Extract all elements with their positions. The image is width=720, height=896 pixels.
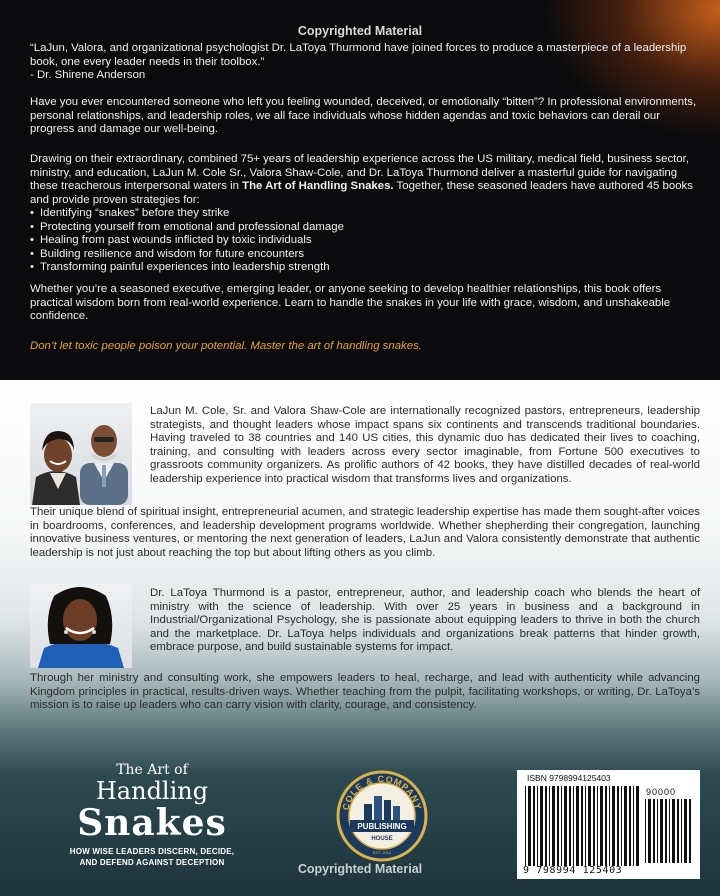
book-title-block [62, 762, 242, 868]
barcode-bar [612, 786, 615, 866]
copyright-notice-top: Copyrighted Material [297, 24, 423, 38]
barcode-bar [672, 799, 675, 863]
copyright-notice-bottom: Copyrighted Material [297, 862, 423, 876]
barcode-bar [540, 786, 543, 866]
barcode-bar [665, 799, 667, 863]
barcode-bar [677, 799, 679, 863]
tagline: Don’t let toxic people poison your potential. Master the art of handling snakes. [30, 340, 422, 352]
barcode-bar [681, 799, 682, 863]
barcode-bar [585, 786, 586, 866]
barcode-bar [569, 786, 571, 866]
barcode-bar [689, 799, 691, 863]
isbn-label: ISBN 9798994125403 [527, 773, 611, 783]
title-line-3: Snakes [77, 802, 227, 844]
endorsement-quote [30, 42, 700, 83]
list-item: • Building resilience and wisdom for future encounters [30, 248, 700, 262]
barcode-bar [624, 786, 627, 866]
barcode-bar [636, 786, 639, 866]
barcode-digits: 9 798994 125403 [523, 865, 623, 876]
list-item: • Identifying “snakes” before they strike [30, 207, 700, 221]
barcode-bars [525, 786, 640, 866]
description-panel [0, 0, 720, 380]
bio-cole-paragraph: LaJun M. Cole, Sr. and Valora Shaw-Cole are internationally recognized pastors, entrepreneurs, leadership strategists, and thought leaders whose impact spans six continents and transcends traditional boundaries. Having traveled to 38 countries and 140 US cities, this dynamic duo has dedicated their lives to coaching, training, and consulting with leaders across every sector imaginable, from Fortune 500 executives to grassroots community organizers. As prolific authors of 42 books, they have distilled decades of real-world leadership experience into practical wisdom that transforms lives and organizations. [150, 405, 700, 485]
price-code: 90000 [646, 787, 677, 797]
isbn-barcode [517, 770, 700, 879]
list-item: • Protecting yourself from emotional and professional damage [30, 221, 700, 235]
authors-paragraph [30, 153, 700, 207]
barcode-bar [588, 786, 591, 866]
bio-thurmond-continued: Through her ministry and consulting work, she empowers leaders to heal, recharge, and lead with authenticity while advancing Kingdom principles in practical, results-driven ways. Whether teaching from the pulpit, facilitating workshops, or writing, Dr. LaToya’s mission is to raise up leaders who can carry vision with clarity, courage, and consistency. [30, 672, 700, 712]
barcode-bar [557, 786, 559, 866]
barcode-bar [576, 786, 579, 866]
publisher-est: EST. 2012 [372, 850, 392, 855]
barcode-bar [600, 786, 603, 866]
barcode-bar [645, 799, 646, 863]
list-item: • Healing from past wounds inflicted by toxic individuals [30, 234, 700, 248]
addon-barcode-bars [645, 799, 693, 863]
barcode-bar [537, 786, 538, 866]
strategy-list [30, 207, 700, 275]
barcode-bar [617, 786, 619, 866]
author-photo-cole [30, 403, 132, 505]
authors-paragraph-text-end: Together, these seasoned leaders have authored 45 books and provide proven strategies for: [30, 180, 693, 206]
barcode-bar [609, 786, 610, 866]
barcode-bar [621, 786, 622, 866]
barcode-bar [552, 786, 555, 866]
quote-text: “LaJun, Valora, and organizational psychologist Dr. LaToya Thurmond have joined forces to produce a masterpiece of a leadership book, one every leader needs in their toolbox.” [30, 42, 687, 68]
barcode-bar [633, 786, 634, 866]
barcode-bar [525, 786, 526, 866]
bio-thurmond-paragraph: Dr. LaToya Thurmond is a pastor, entrepreneur, author, and leadership coach who blends the heart of ministry with the science of leadership. With over 25 years in business and a background in Industrial/Organizational Psychology, she is passionate about equipping leaders to thrive in both the church and the marketplace. Dr. LaToya helps individuals and organizations break patterns that hinder growth, embrace purpose, and build sustainable systems for impact. [150, 587, 700, 654]
barcode-bar [669, 799, 670, 863]
barcode-bar [657, 799, 658, 863]
barcode-bar [597, 786, 598, 866]
authors-paragraph-text: Drawing on their extraordinary, combined 75+ years of leadership experience across the US military, medical field, business sector, ministry, and education, LaJun M. Cole Sr., Valora Shaw-Cole, and Dr. LaToya Thurmond deliver a masterful guide for navigating these treacherous interpersonal waters in [30, 153, 689, 193]
author-photo-thurmond [30, 584, 132, 668]
intro-paragraph: Have you ever encountered someone who left you feeling wounded, deceived, or emotionally “bitten”? In professional environments, personal relationships, and leadership roles, we all face individuals whose hidden agendas and toxic behaviors can derail our progress and damage our well-being. [30, 96, 697, 136]
publisher-ring-text: COLE & COMPANY [340, 773, 424, 812]
subtitle-line-2: AND DEFEND AGAINST DECEPTION [79, 858, 225, 867]
barcode-bar [549, 786, 550, 866]
barcode-bar [684, 799, 687, 863]
closing-paragraph: Whether you’re a seasoned executive, emerging leader, or anyone seeking to develop healthier relationships, this book offers practical wisdom born from real-world experience. Learn to handle the snakes in your life with grace, wisdom, and unshakeable confidence. [30, 283, 671, 323]
publisher-logo [336, 770, 428, 862]
barcode-bar [629, 786, 631, 866]
title-line-1: The Art of [116, 762, 188, 778]
barcode-bar [533, 786, 535, 866]
list-item: • Transforming painful experiences into leadership strength [30, 261, 700, 275]
barcode-bar [648, 799, 651, 863]
barcode-bar [564, 786, 567, 866]
barcode-bar [581, 786, 583, 866]
barcode-bar [528, 786, 531, 866]
book-title-inline: The Art of Handling Snakes. [242, 180, 394, 193]
barcode-bar [653, 799, 655, 863]
bio-cole-continued: Their unique blend of spiritual insight, entrepreneurial acumen, and strategic leadership expertise has made them sought-after voices in boardrooms, conferences, and leadership development programs worldwide. Whether shepherding their congregation, launching innovative business ventures, or mentoring the next generation of leaders, LaJun and Valora consistently demonstrate that authentic leadership is not just about reaching the top but about lifting others as you climb. [30, 506, 700, 559]
barcode-bar [605, 786, 607, 866]
barcode-bar [561, 786, 562, 866]
subtitle-line-1: HOW WISE LEADERS DISCERN, DECIDE, [69, 847, 235, 856]
barcode-bar [573, 786, 574, 866]
publisher-banner: PUBLISHING [357, 822, 407, 831]
barcode-bar [660, 799, 663, 863]
title-line-2: Handling [95, 777, 209, 805]
publisher-sub: HOUSE [371, 836, 393, 842]
barcode-bar [545, 786, 547, 866]
quote-author: - Dr. Shirene Anderson [30, 69, 146, 82]
barcode-bar [593, 786, 595, 866]
